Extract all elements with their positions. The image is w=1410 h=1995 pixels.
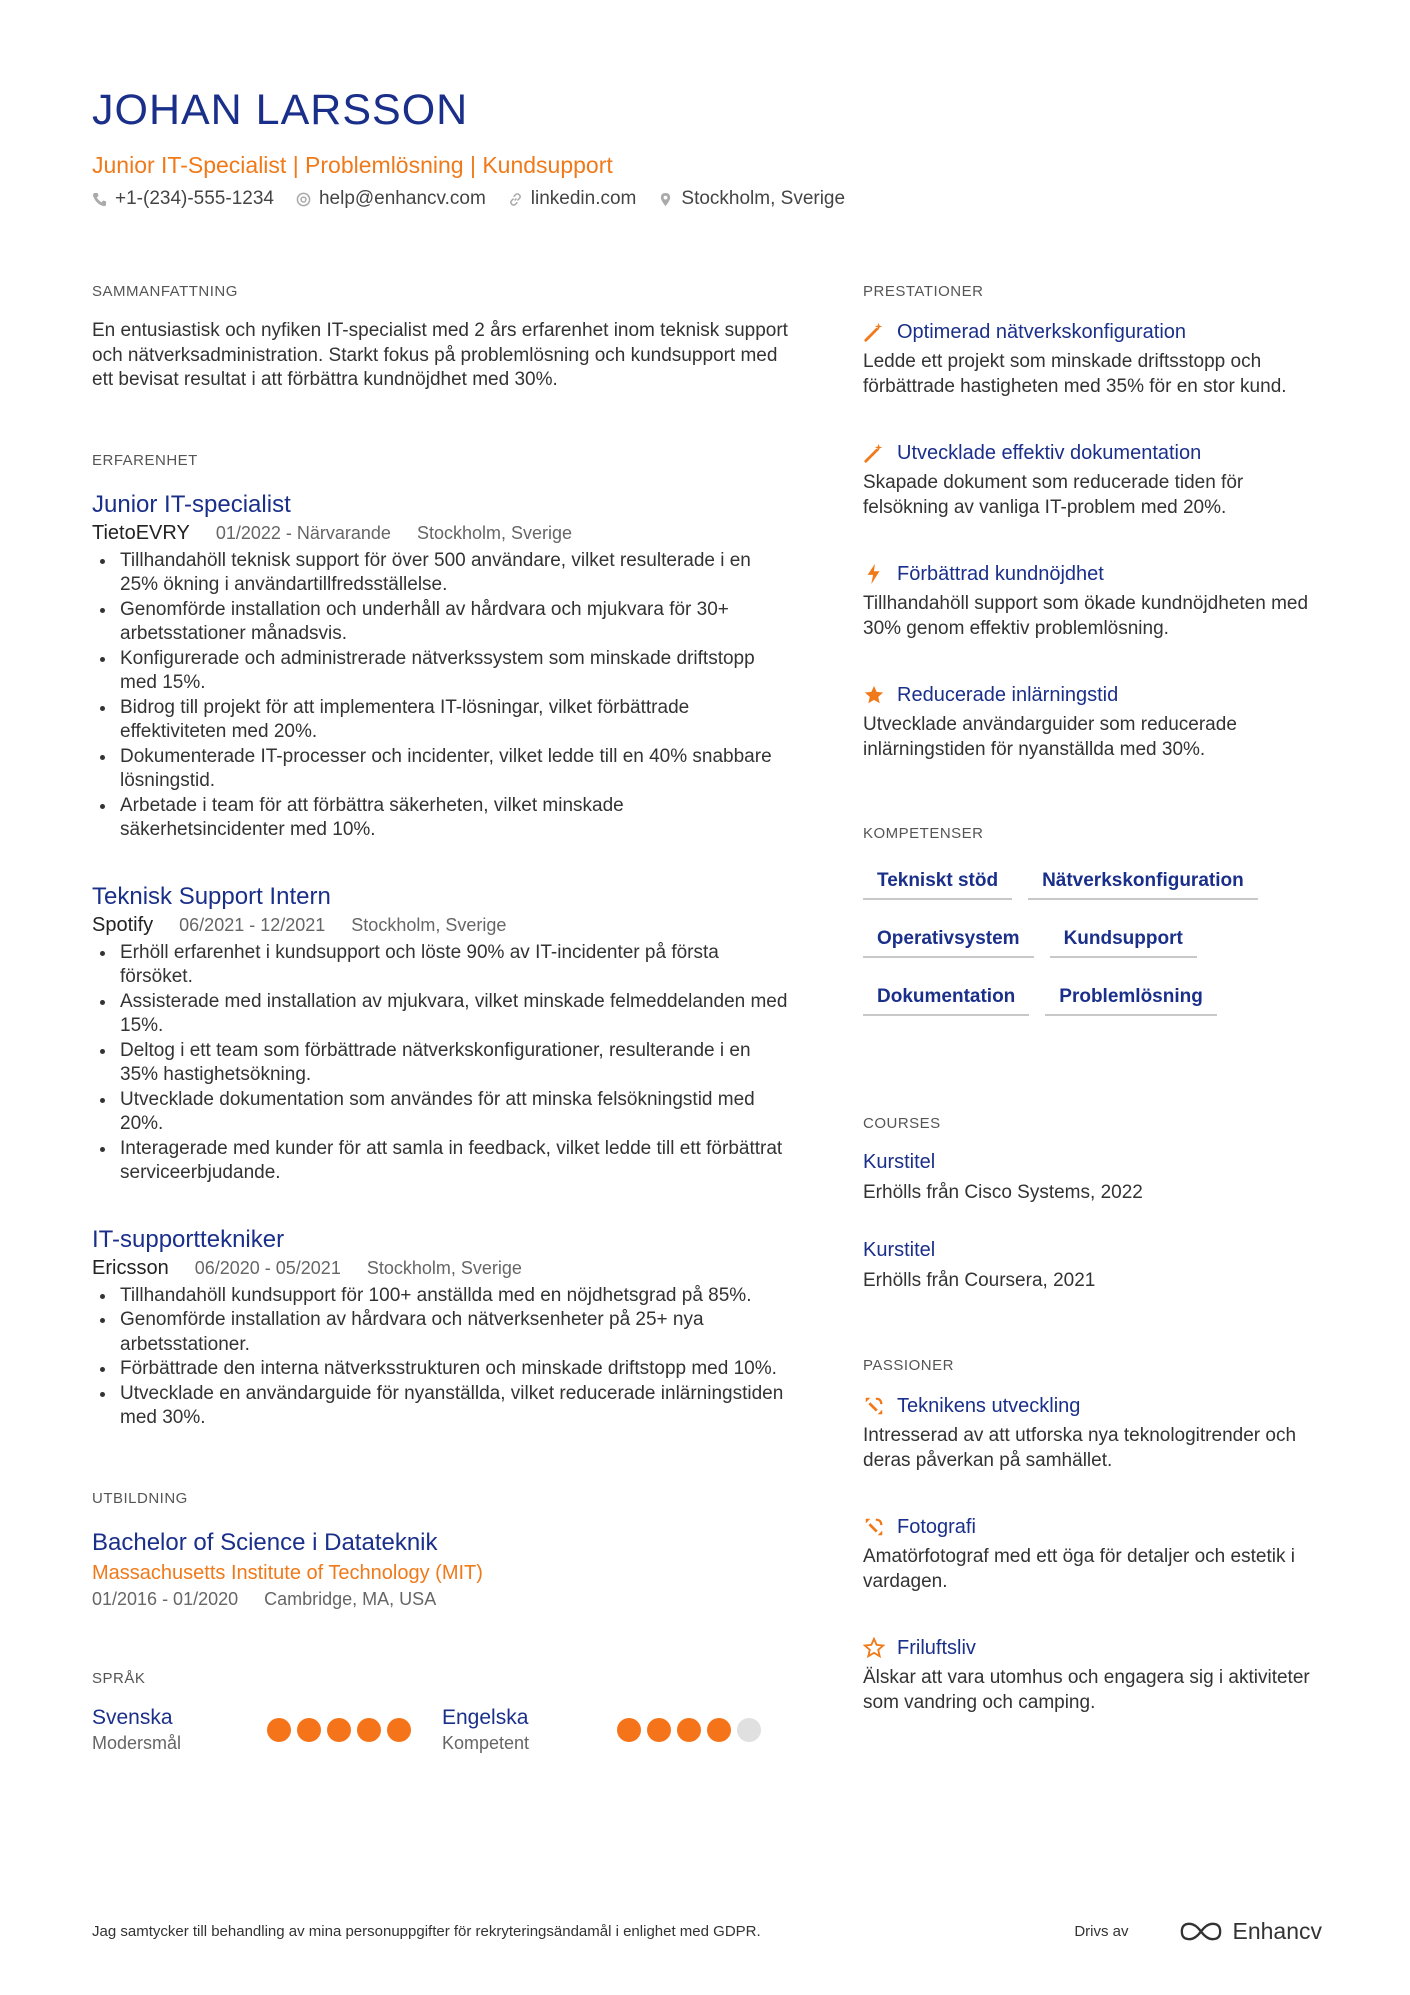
gdpr-consent: Jag samtycker till behandling av mina personuppgifter för rekryteringsändamål i enlighet med GDPR. [92, 1923, 761, 1940]
link-icon [508, 192, 523, 207]
education-dates: 01/2016 - 01/2020 [92, 1588, 239, 1609]
language-name: Svenska [92, 1705, 173, 1729]
passion-desc: Intresserad av att utforska nya teknologitrender och deras påverkan på samhället. [863, 1425, 1297, 1471]
courses-section [863, 1112, 1323, 1294]
passion-item [863, 1392, 1323, 1473]
achievement-desc: Ledde ett projekt som minskade driftsstopp och förbättrade hastigheten med 35% för en stor kund. [863, 351, 1287, 397]
education-location: Cambridge, MA, USA [264, 1588, 437, 1609]
education-section [92, 1487, 792, 1611]
achievement-head [863, 560, 1323, 588]
skill-tag: Dokumentation [863, 978, 1029, 1016]
passion-title: Friluftsliv [897, 1637, 976, 1659]
achievement-title: Förbättrad kundnöjdhet [897, 563, 1104, 585]
brand-name: Enhancv [1232, 1918, 1322, 1944]
passion-desc: Amatörfotograf med ett öga för detaljer och estetik i vardagen. [863, 1546, 1295, 1592]
satellite-icon [863, 1516, 885, 1538]
contact-linkedin[interactable] [508, 188, 637, 210]
rating-dot [387, 1718, 411, 1742]
languages-section [92, 1667, 792, 1755]
section-title-courses: COURSES [863, 1115, 941, 1132]
bullet-item: Tillhandahöll teknisk support för över 500 användare, vilket resulterade i en 25% ökning i användartillfredsställelse. [92, 549, 792, 598]
location-text: Stockholm, Sverige [681, 188, 846, 209]
language-list [92, 1705, 792, 1755]
degree-title: Bachelor of Science i Datateknik [92, 1528, 438, 1556]
bullet-item: Bidrog till projekt för att implementera IT-lösningar, vilket förbättrade effektiviteten med 20%. [92, 696, 792, 745]
language-item [92, 1705, 442, 1755]
contact-phone [92, 188, 274, 210]
job-dates: 06/2021 - 12/2021 [179, 914, 326, 935]
section-title-skills: KOMPETENSER [863, 825, 984, 842]
achievement-item [863, 318, 1323, 399]
achievement-desc: Utvecklade användarguider som reducerade inlärningstiden för nyanställda med 30%. [863, 714, 1237, 760]
section-title-achievements: PRESTATIONER [863, 283, 984, 300]
job-meta [92, 521, 792, 545]
language-rating [617, 1718, 761, 1742]
summary-text: En entusiastisk och nyfiken IT-specialist med 2 års erfarenhet inom teknisk support och nätverksadministration. Starkt fokus på problemlösning och kundsupport med ett bevisat resultat i att förbättra kundnöjdhet med 30%. [92, 320, 788, 390]
bullet-item: Tillhandahöll kundsupport för 100+ anställda med en nöjdhetsgrad på 85%. [92, 1284, 792, 1309]
rating-dot [327, 1718, 351, 1742]
bullet-item: Erhöll erfarenhet i kundsupport och löste 90% av IT-incidenter på första försöket. [92, 941, 792, 990]
contact-row [92, 188, 1322, 210]
job-location: Stockholm, Sverige [366, 1257, 522, 1278]
summary-section [92, 280, 792, 393]
course-item [863, 1236, 1323, 1294]
job-bullets [92, 549, 792, 843]
education-meta [92, 1587, 792, 1611]
passion-head [863, 1634, 1323, 1662]
rating-dot [737, 1718, 761, 1742]
bullet-item: Utvecklade en användarguide för nyanställda, vilket reducerade inlärningstiden med 30%. [92, 1382, 792, 1431]
job-bullets [92, 941, 792, 1186]
job-bullets [92, 1284, 792, 1431]
rating-dot [297, 1718, 321, 1742]
infinity-icon [1178, 1920, 1224, 1943]
bullet-item: Assisterade med installation av mjukvara, vilket minskade felmeddelanden med 15%. [92, 990, 792, 1039]
bullet-item: Konfigurerade och administrerade nätverkssystem som minskade driftstopp med 15%. [92, 647, 792, 696]
language-rating [267, 1718, 411, 1742]
email-text[interactable]: help@enhancv.com [318, 188, 486, 209]
section-title-languages: SPRÅK [92, 1669, 146, 1687]
lightning-icon [863, 563, 885, 585]
passion-item [863, 1634, 1323, 1715]
achievement-head [863, 681, 1323, 709]
achievement-title: Utvecklade effektiv dokumentation [897, 442, 1202, 464]
bullet-item: Genomförde installation och underhåll av hårdvara och mjukvara för 30+ arbetsstationer månadsvis. [92, 598, 792, 647]
achievement-head [863, 318, 1323, 346]
passion-head [863, 1513, 1323, 1541]
powered-by-label: Drivs av [1074, 1923, 1129, 1940]
achievements-section [863, 280, 1323, 762]
job-meta [92, 913, 792, 937]
resume-header [92, 84, 1322, 210]
passion-item [863, 1513, 1323, 1594]
rating-dot [647, 1718, 671, 1742]
achievement-item [863, 439, 1323, 520]
job-entry [92, 1224, 792, 1431]
skill-tag: Tekniskt stöd [863, 862, 1012, 900]
skill-tag: Operativsystem [863, 920, 1034, 958]
course-title: Kurstitel [863, 1239, 936, 1261]
star-outline-icon [863, 1637, 885, 1659]
candidate-name: JOHAN LARSSON [92, 86, 469, 134]
achievement-desc: Tillhandahöll support som ökade kundnöjdheten med 30% genom effektiv problemlösning. [863, 593, 1309, 639]
bullet-item: Interagerade med kunder för att samla in feedback, vilket ledde till ett förbättrat serviceerbjudande. [92, 1137, 792, 1186]
job-entry [92, 881, 792, 1186]
language-level: Kompetent [442, 1732, 530, 1753]
skill-tag: Nätverkskonfiguration [1028, 862, 1258, 900]
language-item [442, 1705, 792, 1755]
passion-title: Fotografi [897, 1516, 976, 1538]
job-company: Ericsson [92, 1256, 169, 1279]
satellite-icon [863, 1395, 885, 1417]
linkedin-text[interactable]: linkedin.com [530, 188, 637, 209]
job-dates: 06/2020 - 05/2021 [194, 1257, 341, 1278]
right-column [863, 280, 1323, 1715]
job-company: Spotify [92, 913, 154, 936]
page-footer [92, 1918, 1322, 1945]
skill-tag: Kundsupport [1050, 920, 1197, 958]
passion-head [863, 1392, 1323, 1420]
job-entry [92, 489, 792, 843]
course-desc: Erhölls från Coursera, 2021 [863, 1270, 1096, 1291]
headline: Junior IT-Specialist | Problemlösning | Kundsupport [92, 152, 613, 178]
bullet-item: Genomförde installation av hårdvara och nätverksenheter på 25+ nya arbetsstationer. [92, 1308, 792, 1357]
phone-icon [92, 192, 107, 207]
star-filled-icon [863, 684, 885, 706]
magic-wand-icon [863, 442, 885, 464]
rating-dot [707, 1718, 731, 1742]
achievement-title: Optimerad nätverkskonfiguration [897, 321, 1187, 343]
skills-section [863, 822, 1323, 1036]
location-pin-icon [658, 192, 673, 207]
job-dates: 01/2022 - Närvarande [215, 522, 391, 543]
rating-dot [357, 1718, 381, 1742]
section-title-education: UTBILDNING [92, 1489, 188, 1507]
rating-dot [267, 1718, 291, 1742]
achievement-title: Reducerade inlärningstid [897, 684, 1119, 706]
language-text [442, 1705, 617, 1755]
job-location: Stockholm, Sverige [416, 522, 573, 543]
section-title-experience: ERFARENHET [92, 451, 198, 469]
bullet-item: Arbetade i team för att förbättra säkerheten, vilket minskade säkerhetsincidenter med 10%. [92, 794, 792, 843]
course-title: Kurstitel [863, 1151, 936, 1173]
bullet-item: Dokumenterade IT-processer och incidenter, vilket ledde till en 40% snabbare lösningstid. [92, 745, 792, 794]
job-title: Teknisk Support Intern [92, 882, 331, 910]
left-column [92, 280, 792, 1755]
contact-location [658, 188, 845, 210]
achievement-desc: Skapade dokument som reducerade tiden för felsökning av vanliga IT-problem med 20%. [863, 472, 1244, 518]
job-location: Stockholm, Sverige [351, 914, 507, 935]
course-item [863, 1148, 1323, 1206]
experience-section [92, 449, 792, 1431]
bullet-item: Förbättrade den interna nätverksstrukturen och minskade driftstopp med 10%. [92, 1357, 792, 1382]
language-level: Modersmål [92, 1732, 182, 1753]
skills-list [863, 862, 1303, 1036]
skill-tag: Problemlösning [1045, 978, 1217, 1016]
achievement-head [863, 439, 1323, 467]
job-title: Junior IT-specialist [92, 490, 291, 518]
bullet-item: Utvecklade dokumentation som användes för att minska felsökningstid med 20%. [92, 1088, 792, 1137]
job-company: TietoEVRY [92, 521, 190, 544]
phone-text: +1-(234)-555-1234 [115, 188, 274, 209]
job-title: IT-supporttekniker [92, 1225, 285, 1253]
passion-desc: Älskar att vara utomhus och engagera sig i aktiviteter som vandring och camping. [863, 1667, 1310, 1713]
achievement-item [863, 681, 1323, 762]
language-name: Engelska [442, 1705, 529, 1729]
job-meta [92, 1256, 792, 1280]
at-icon [296, 192, 311, 207]
passions-section [863, 1354, 1323, 1715]
bullet-item: Deltog i ett team som förbättrade nätverkskonfigurationer, resulterande i en 35% hastighetsökning. [92, 1039, 792, 1088]
enhancv-logo[interactable] [1178, 1918, 1322, 1945]
magic-wand-icon [863, 321, 885, 343]
achievement-item [863, 560, 1323, 641]
language-text [92, 1705, 267, 1755]
section-title-summary: SAMMANFATTNING [92, 283, 238, 300]
section-title-passions: PASSIONER [863, 1357, 954, 1374]
school-name: Massachusetts Institute of Technology (MIT) [92, 1561, 483, 1584]
passion-title: Teknikens utveckling [897, 1395, 1081, 1417]
contact-email[interactable] [296, 188, 486, 210]
rating-dot [677, 1718, 701, 1742]
course-desc: Erhölls från Cisco Systems, 2022 [863, 1182, 1143, 1203]
rating-dot [617, 1718, 641, 1742]
